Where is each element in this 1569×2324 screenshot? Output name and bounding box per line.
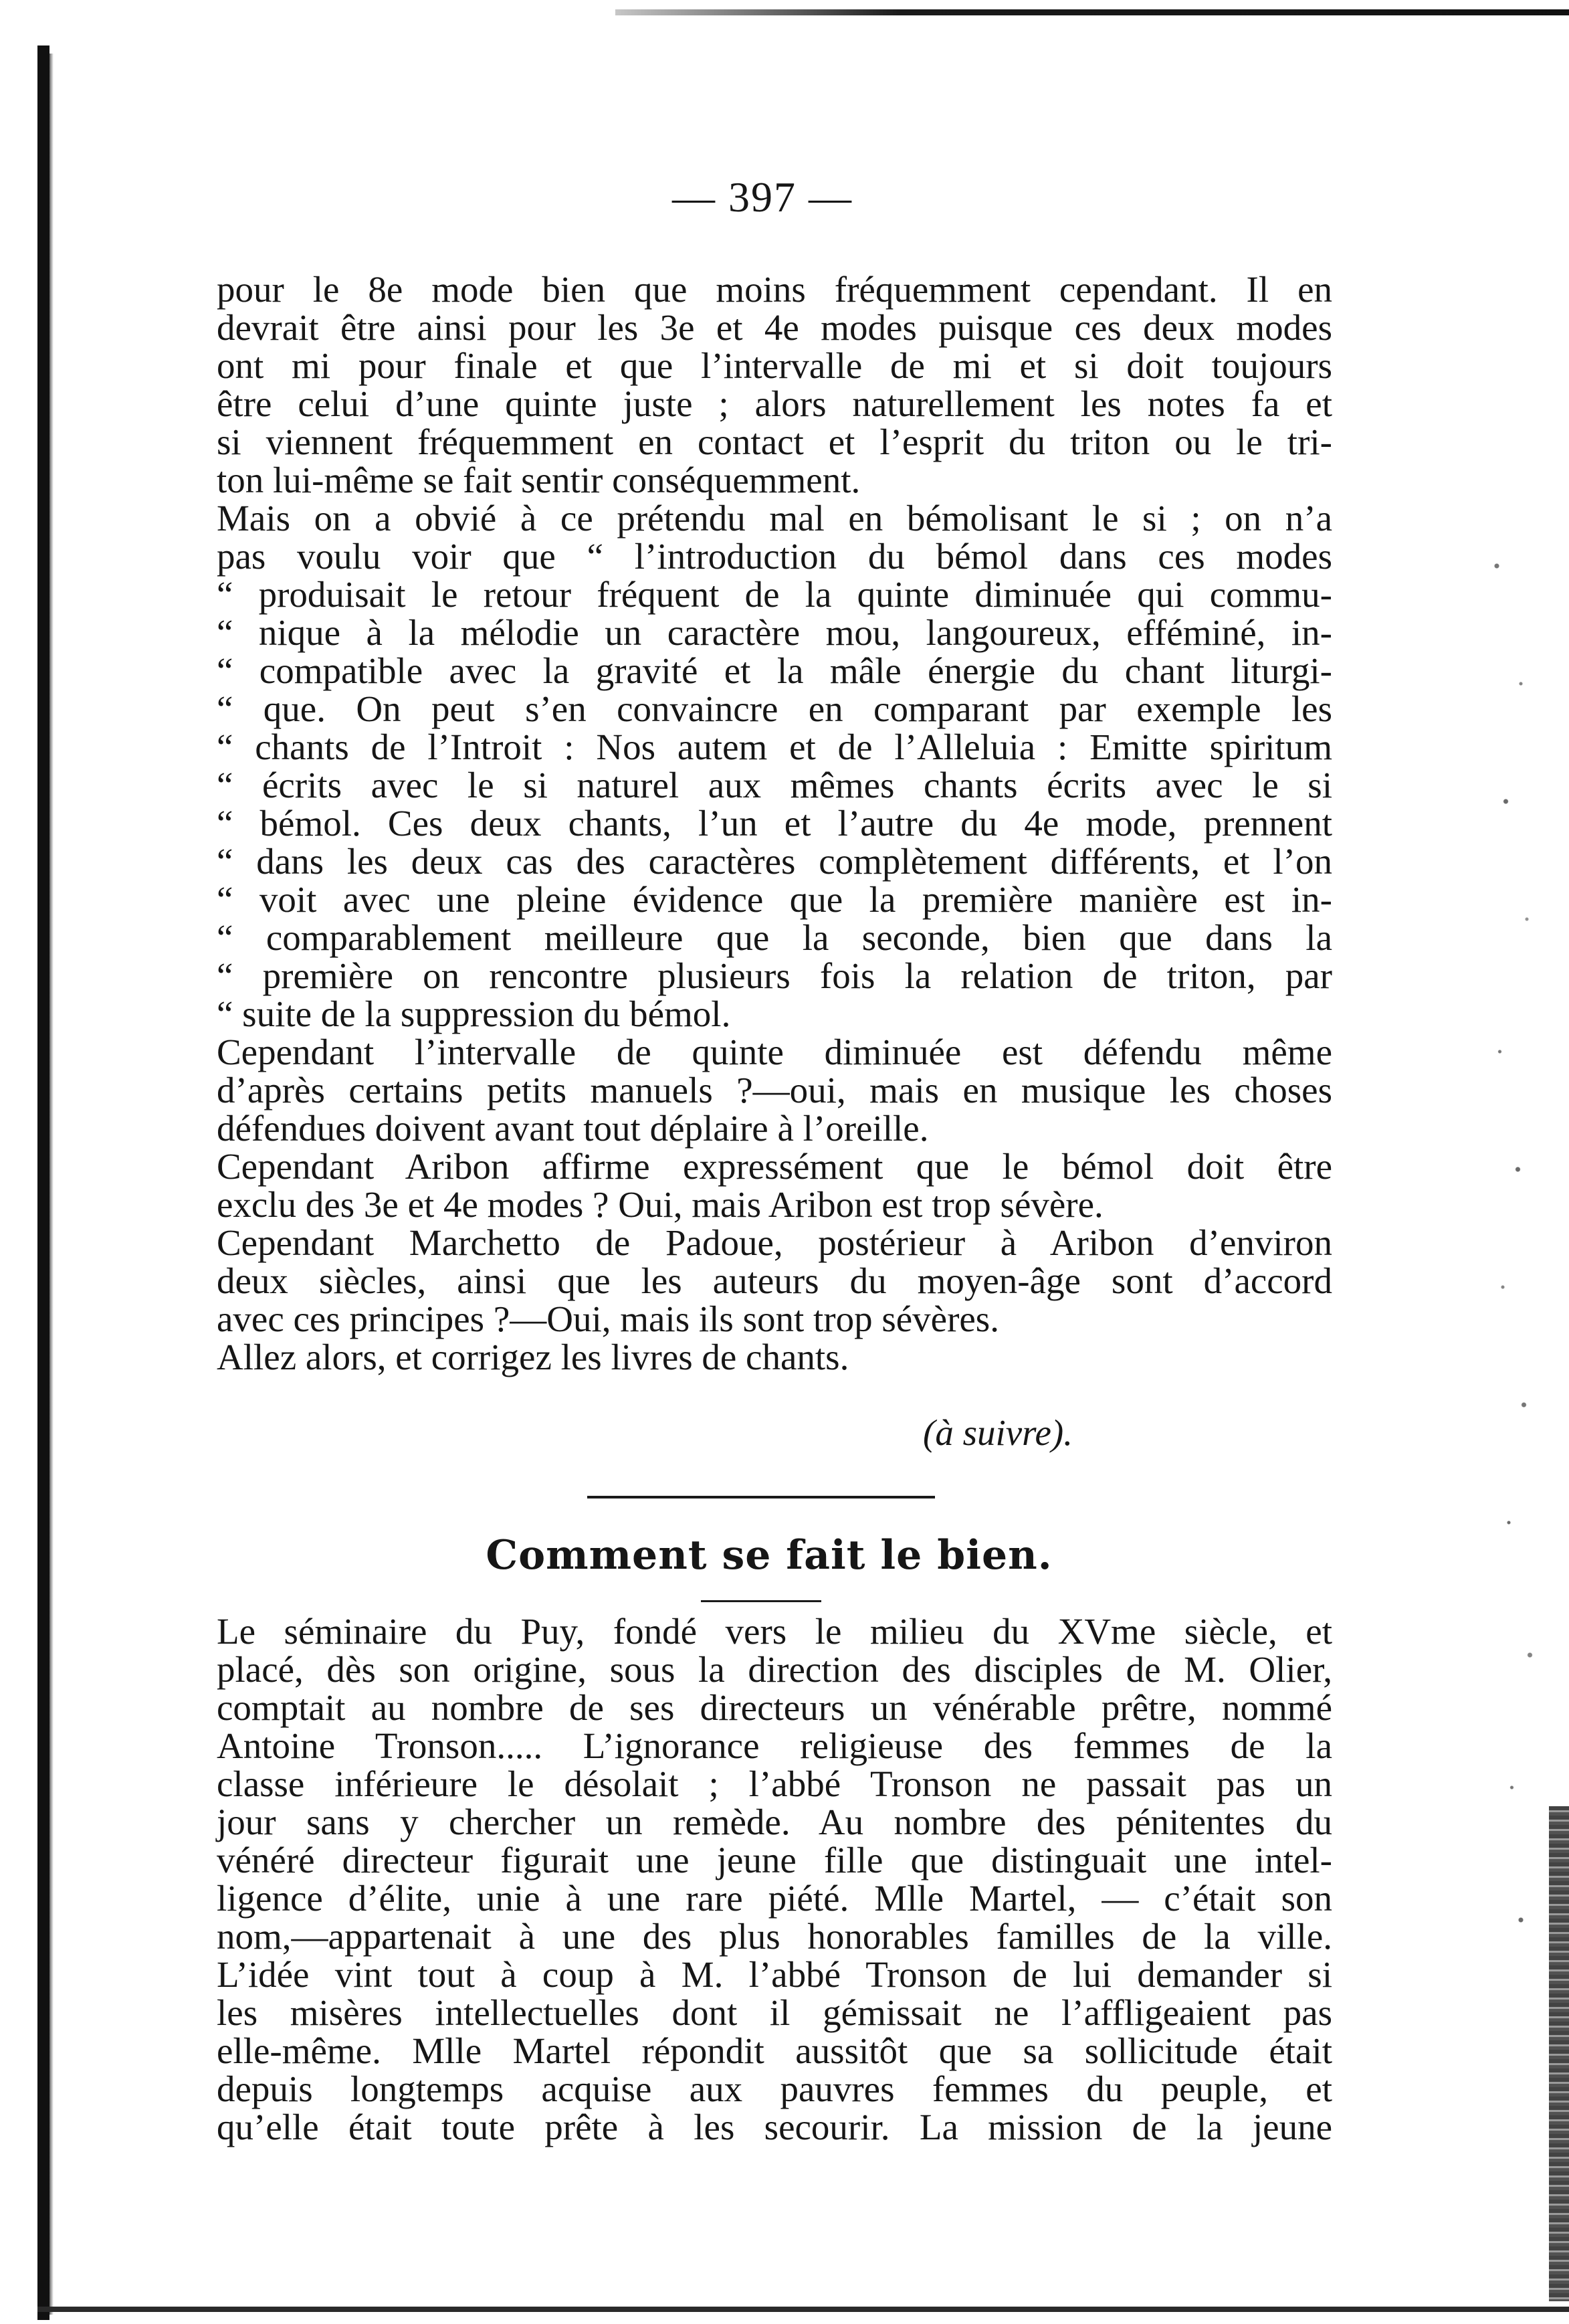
text-line: Allez alors, et corrigez les livres de chants. (217, 1337, 849, 1377)
continued-article-text (217, 270, 1332, 1376)
text-line: être celui d’une quinte juste ; alors naturellement les notes fa et (217, 383, 1332, 424)
text-line: deux siècles, ainsi que les auteurs du moyen-âge sont d’accord (217, 1260, 1332, 1301)
text-line: “ dans les deux cas des caractères complètement différents, et l’on (217, 841, 1332, 882)
section-heading: Comment se fait le bien. (486, 1532, 1053, 1579)
text-line: vénéré directeur figurait une jeune fille que distinguait une intel- (217, 1840, 1332, 1880)
text-line: pas voulu voir que “ l’introduction du bémol dans ces modes (217, 536, 1332, 577)
text-line: placé, dès son origine, sous la direction des disciples de M. Olier, (217, 1649, 1332, 1690)
scan-right-edge (1549, 1806, 1569, 2301)
scan-top-edge-mark (615, 9, 1569, 15)
text-line: elle-même. Mlle Martel répondit aussitôt que sa sollicitude était (217, 2030, 1332, 2071)
text-line: défendues doivent avant tout déplaire à l’oreille. (217, 1108, 929, 1149)
text-line: Cependant Aribon affirme expressément que le bémol doit être (217, 1146, 1332, 1187)
heading-underline (701, 1600, 821, 1602)
scan-left-shadow (49, 54, 54, 2315)
text-line: pour le 8e mode bien que moins fréquemment cependant. Il en (217, 269, 1332, 310)
text-line: depuis longtemps acquise aux pauvres femmes du peuple, et (217, 2068, 1332, 2109)
text-line: si viennent fréquemment en contact et l’esprit du triton ou le tri- (217, 421, 1332, 462)
new-article-text (217, 1612, 1332, 2146)
text-line: classe inférieure le désolait ; l’abbé Tronson ne passait pas un (217, 1763, 1332, 1804)
text-line: Antoine Tronson..... L’ignorance religieuse des femmes de la (217, 1725, 1332, 1766)
text-line: “ bémol. Ces deux chants, l’un et l’autre du 4e mode, prennent (217, 803, 1332, 844)
text-line: “ suite de la suppression du bémol. (217, 993, 731, 1034)
text-line: “ produisait le retour fréquent de la quinte diminuée qui commu- (217, 574, 1332, 615)
page-number: — 397 — (672, 173, 853, 221)
text-line: “ que. On peut s’en convaincre en comparant par exemple les (217, 688, 1332, 729)
text-line: Cependant Marchetto de Padoue, postérieur à Aribon d’environ (217, 1222, 1332, 1263)
text-line: d’après certains petits manuels ?—oui, mais en musique les choses (217, 1070, 1332, 1110)
text-line: Cependant l’intervalle de quinte diminuée est défendu même (217, 1032, 1332, 1072)
section-divider (587, 1496, 935, 1498)
text-line: qu’elle était toute prête à les secourir. La mission de la jeune (217, 2107, 1332, 2147)
text-line: exclu des 3e et 4e modes ? Oui, mais Aribon est trop sévère. (217, 1184, 1104, 1225)
scan-left-binding-edge (37, 45, 49, 2320)
text-line: devrait être ainsi pour les 3e et 4e modes puisque ces deux modes (217, 307, 1332, 348)
text-line: ligence d’élite, unie à une rare piété. Mlle Martel, — c’était son (217, 1878, 1332, 1919)
to-be-continued-note: (à suivre). (923, 1412, 1073, 1453)
text-line: “ première on rencontre plusieurs fois la relation de triton, par (217, 955, 1332, 996)
text-line: ont mi pour finale et que l’intervalle de mi et si doit toujours (217, 345, 1332, 386)
scan-right-noise (1485, 522, 1545, 1994)
text-line: nom,—appartenait à une des plus honorables familles de la ville. (217, 1916, 1332, 1957)
scan-bottom-edge (37, 2307, 1569, 2312)
text-line: L’idée vint tout à coup à M. l’abbé Tronson de lui demander si (217, 1954, 1332, 1995)
text-line: “ nique à la mélodie un caractère mou, langoureux, efféminé, in- (217, 612, 1332, 653)
text-line: “ voit avec une pleine évidence que la première manière est in- (217, 879, 1332, 920)
text-line: avec ces principes ?—Oui, mais ils sont trop sévères. (217, 1298, 999, 1339)
text-line: comptait au nombre de ses directeurs un vénérable prêtre, nommé (217, 1687, 1332, 1728)
text-line: “ écrits avec le si naturel aux mêmes chants écrits avec le si (217, 765, 1332, 805)
text-line: “ compatible avec la gravité et la mâle énergie du chant liturgi- (217, 650, 1332, 691)
text-line: “ chants de l’Introit : Nos autem et de l’Alleluia : Emitte spiritum (217, 727, 1332, 767)
text-line: Le séminaire du Puy, fondé vers le milieu du XVme siècle, et (217, 1611, 1332, 1652)
text-line: Mais on a obvié à ce prétendu mal en bémolisant le si ; on n’a (217, 498, 1332, 539)
text-line: “ comparablement meilleure que la seconde, bien que dans la (217, 917, 1332, 958)
text-line: ton lui-même se fait sentir conséquemment. (217, 460, 861, 500)
text-line: jour sans y chercher un remède. Au nombre des pénitentes du (217, 1802, 1332, 1842)
text-line: les misères intellectuelles dont il gémissait ne l’affligeaient pas (217, 1992, 1332, 2033)
